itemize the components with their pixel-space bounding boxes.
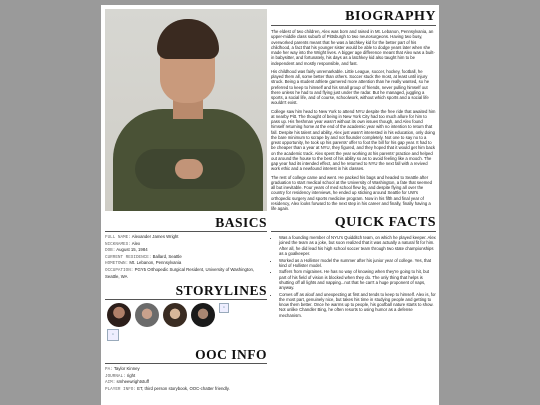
basics-value: Alex	[131, 240, 141, 246]
basics-value: Alexander James Wright	[131, 234, 179, 239]
ooc-value: smheewrightstuff	[116, 379, 149, 385]
storyline-avatar[interactable]	[163, 303, 187, 327]
basics-value: Mt. Lebanon, Pennsylvania	[129, 260, 182, 266]
broken-image-icon[interactable]: ▫	[107, 329, 119, 341]
basics-row	[105, 260, 267, 267]
storyline-avatar[interactable]	[191, 303, 215, 327]
basics-list	[105, 234, 267, 279]
basics-key: OCCUPATION:	[105, 267, 134, 273]
ooc-row	[105, 366, 267, 373]
basics-row	[105, 247, 267, 254]
biography-paragraph: The rest of college came and went. He packed his bags and headed to Seattle after graduation to start medical school at the University of Washington, a fate that seemed all but inevitable. Four years of med school flew by, and despite flying all over the country for residency interviews, he ended up sticking around Seattle for UW's orthopedic surgery and sports medicine program. Now in his fifth and final year of residency, Alex looks forward to the next step in his career and finally, finally having a life again.	[271, 174, 432, 211]
ooc-value[interactable]: right	[126, 372, 136, 378]
basics-key: HOMETOWN:	[105, 261, 129, 267]
biography-paragraph: His childhood was fairly unremarkable. Little League, soccer, hockey, football, he played them all, some better than others. Soccer stuck the most, at least until injury struck. Being a student athlete garnered more attention than he really wanted, so he preferred to keep to himself and his small group of friends, never pulling himself out there unless he had to and flying just under the radar. But he managed, juggling a sports, a social life, and of course, schoolwork, without which sports and a social life wouldn't exist.	[271, 68, 430, 106]
quick-fact-item: • Was a founding member of NYU's Quidditch team, on which he played keeper. Alex joined the team as a joke, but soon realized that it was actually a natural fit for him. After all, he did lead his high school soccer team through two state championships as a goalkeeper.	[279, 235, 436, 256]
ooc-row	[105, 379, 267, 386]
basics-heading: BASICS	[105, 215, 267, 232]
basics-row	[105, 254, 267, 261]
basics-row	[105, 267, 267, 279]
storyline-avatar[interactable]	[107, 303, 131, 327]
storylines-heading: STORYLINES	[105, 283, 267, 300]
basics-row	[105, 241, 267, 248]
quick-facts-heading: QUICK FACTS	[271, 215, 436, 232]
ooc-key: AIM:	[105, 380, 116, 386]
broken-image-icon[interactable]: ▫	[219, 303, 243, 327]
basics-key: NICKNAMES:	[105, 241, 131, 247]
ooc-heading: OOC INFO	[105, 347, 267, 364]
biography-paragraph: College saw him head to New York to attend NYU despite the free ride that awaited him at nearby Pitt. The thought of being in New York City had too much allure for him to pass up. His freshman year wasn't without its own issues though, and Alex found himself returning home at the end of the academic year with no intention to return that fall. Despite his talent and ability, Alex just wasn't interested in his education, only doing the bare minimum to scrape by and not flounder completely. Not one to say no to a great opportunity, he took up his parents' offer to foot the bill for his gap year. It had to be cheaper than a year at NYU, they figured, and they hoped that it would get him back on the academic track. Alex spent the year working at his parents' practice and helped out around the house to the best of his ability so as to avoid feeling like a mooch. The gap year had its intended effect, and he returned to NYU the next fall with a revived work ethic and a newfound interest in his classes.	[271, 108, 436, 172]
left-column	[105, 9, 267, 393]
basics-row	[105, 234, 267, 241]
ooc-key: JOURNAL:	[105, 373, 126, 379]
biography-heading: BIOGRAPHY	[271, 9, 436, 26]
storyline-avatar[interactable]	[135, 303, 159, 327]
ooc-row	[105, 386, 267, 393]
basics-key: CURRENT RESIDENCE:	[105, 254, 152, 260]
profile-page	[101, 5, 439, 405]
biography-paragraph: The eldest of two children, Alex was born and raised in Mt. Lebanon, Pennsylvania, an upper-middle class suburb of Pittsburgh to two neurosurgeons. Having two busy, overworked parents meant that he was a latchkey kid for the better part of his childhood, a fact that his younger sister would be able to dodge years later when she made her way into the Wright lives. A bigger age difference meant that Alex was a built-in babysitter, and fortunately, his days as a latchkey kid also taught him to be independent and mostly responsible, and fast.	[271, 29, 435, 66]
right-column	[271, 9, 436, 319]
storylines-avatars	[105, 303, 267, 327]
basics-key: FULL NAME:	[105, 235, 131, 240]
ooc-value: ET, third person storybook, OOC-chatter friendly.	[137, 385, 230, 391]
quick-fact-item: • Worked as a Hollister model the summer after his junior year of college. Yes, that kind of Hollister model.	[279, 258, 436, 268]
basics-value: PGY5 Orthopedic Surgical Resident, University of Washington, Seattle, WA	[105, 266, 255, 279]
ooc-value: Taylor Kinney	[113, 366, 140, 372]
ooc-row	[105, 373, 267, 380]
ooc-key: PA:	[105, 367, 113, 373]
basics-value: August 15, 1984	[116, 247, 148, 253]
basics-key: DOB:	[105, 248, 116, 254]
quick-fact-item: • Suffers from migraines. He has no way of knowing when they're going to hit, but part of his field of vision is blocked when they do. The only thing that helps is shutting off all lights and napping...not that he can't a huge proponent of naps, anyway.	[279, 269, 436, 290]
biography-body	[271, 29, 436, 211]
quick-facts-list	[271, 235, 436, 318]
basics-value: Ballard, Seattle	[152, 253, 182, 259]
quick-fact-item: • Comes off as aloof and unexpecting at first and tends to keep to himself. Alex is, for the most part, genuinely nice, but takes his time in studying people and getting to know them better. Once he warms up to people, his goofball nature starts to show. Not unlike Chandler Bing, he often resorts to using humor as a defense mechanism.	[279, 292, 436, 318]
ooc-key: PLAYER INFO:	[105, 386, 136, 392]
profile-photo	[105, 9, 267, 211]
ooc-list	[105, 366, 267, 392]
